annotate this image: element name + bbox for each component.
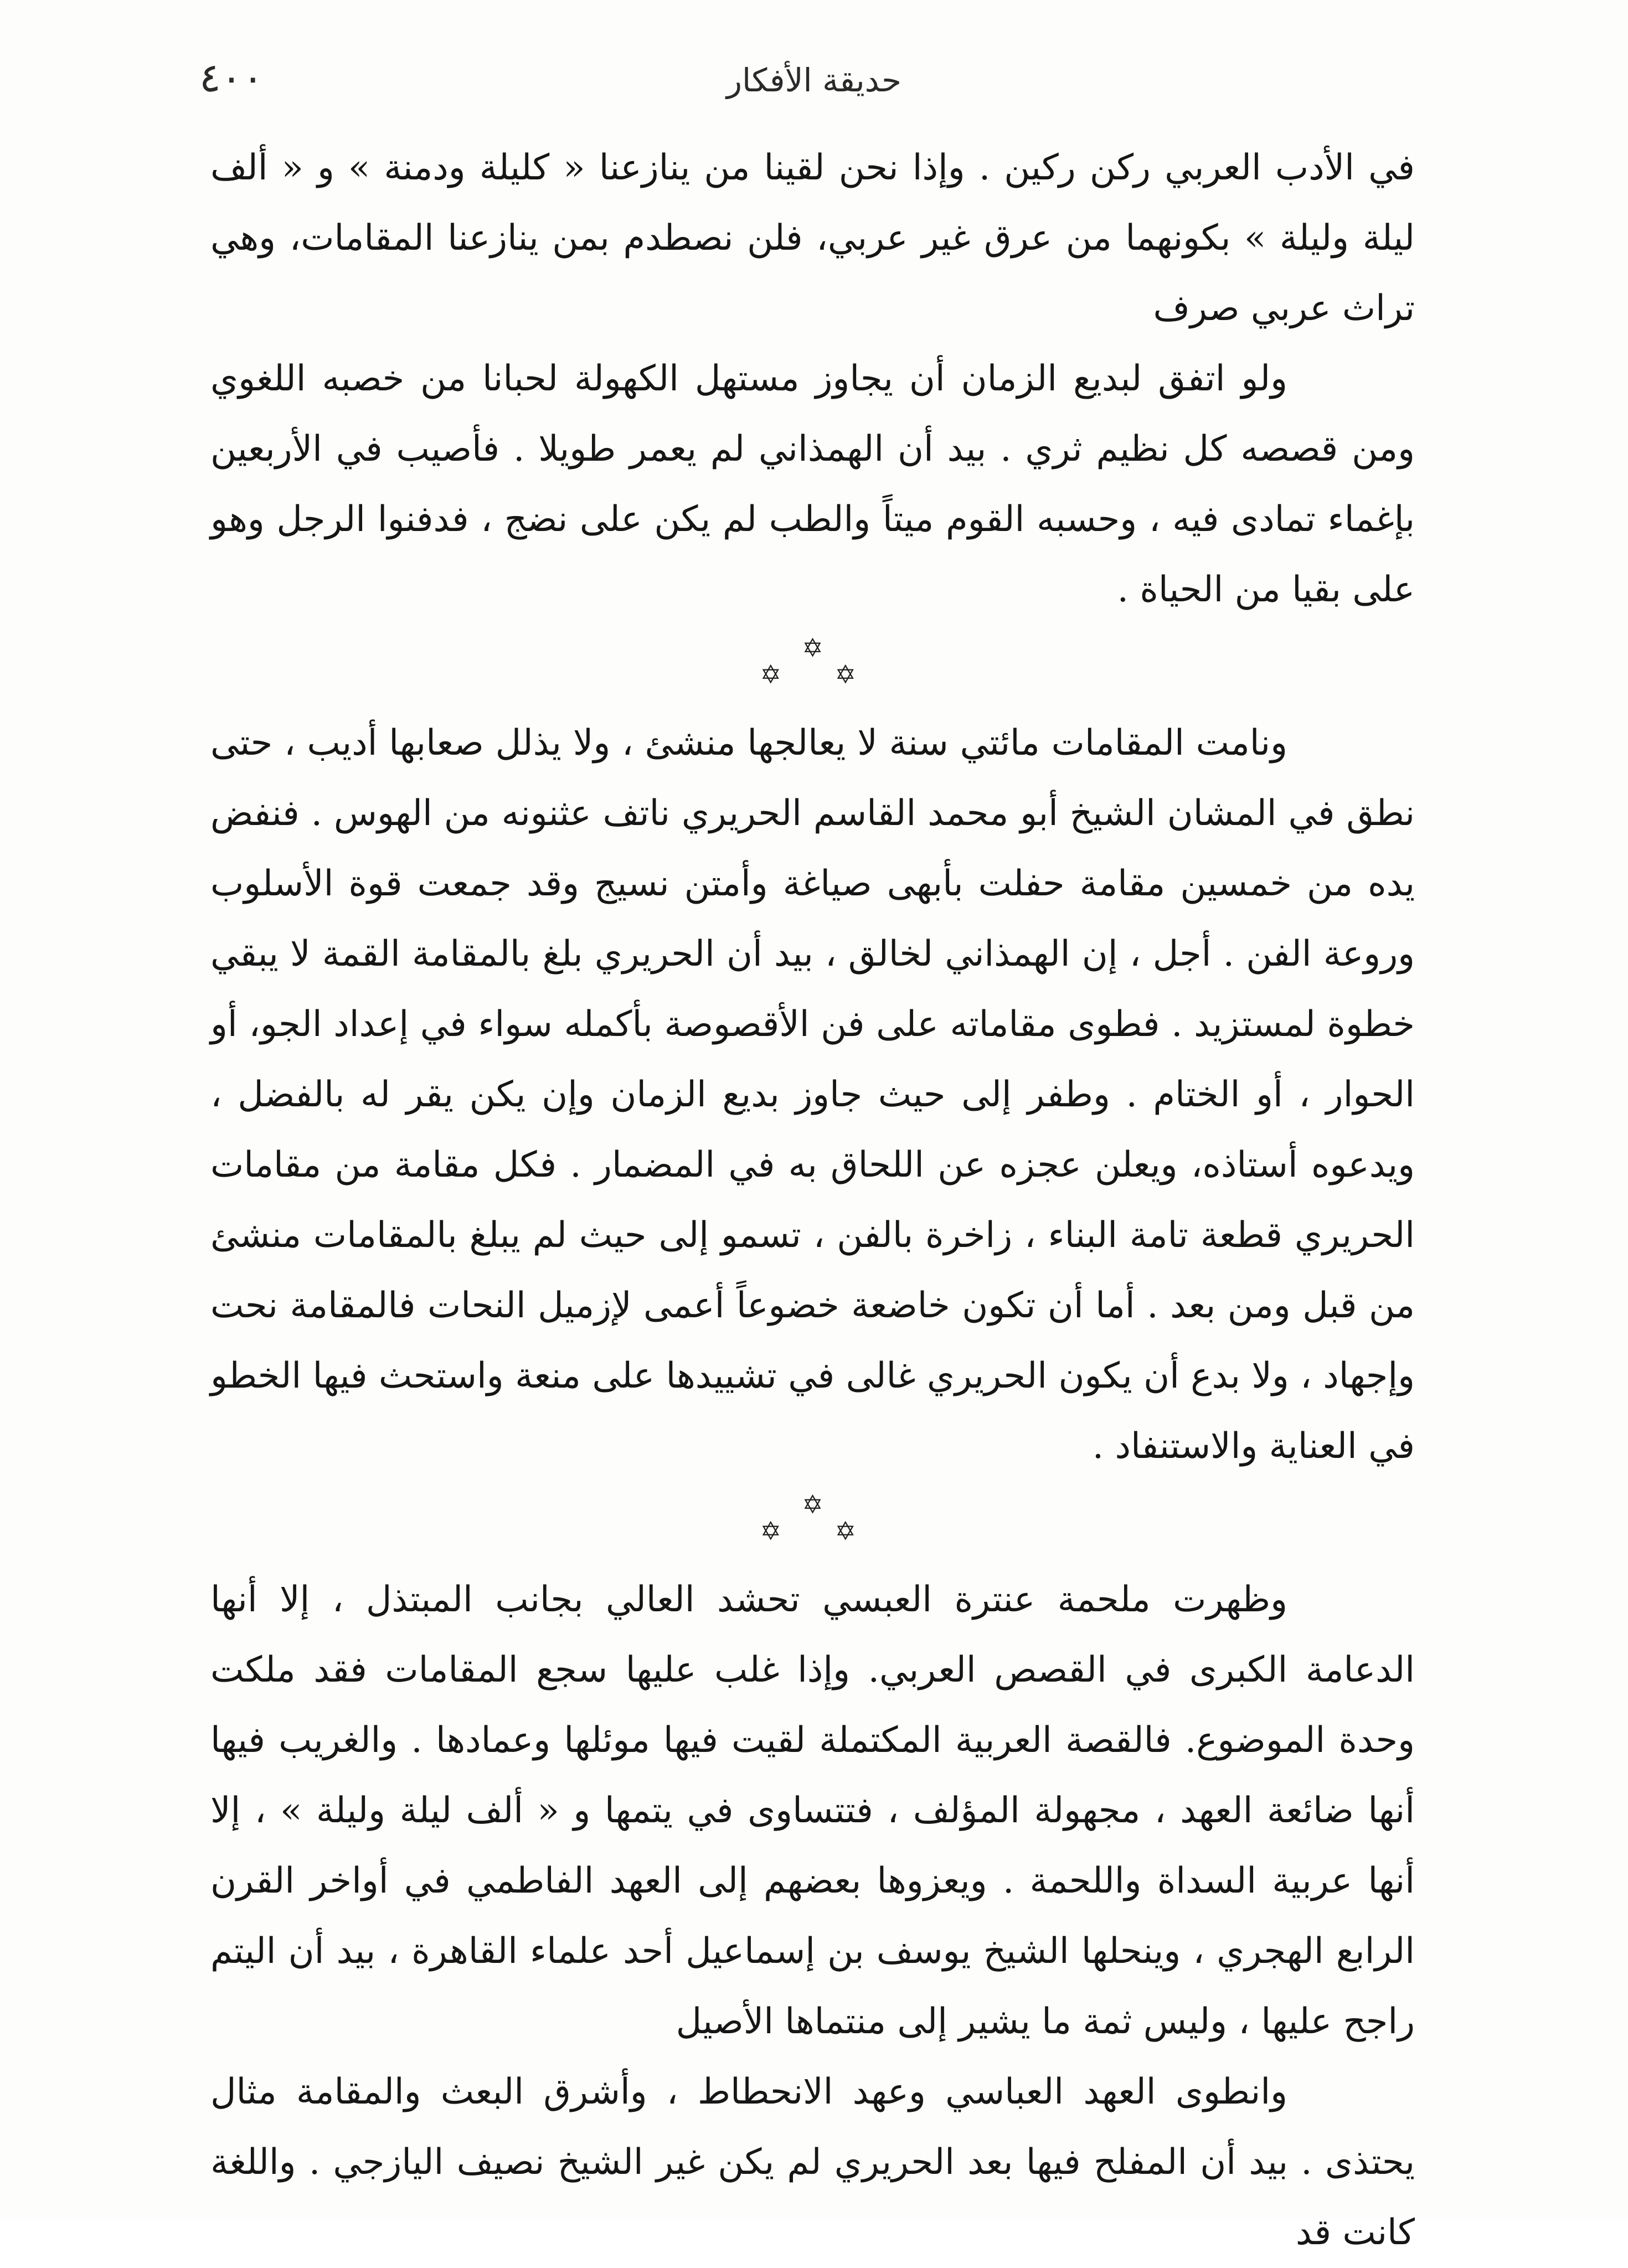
paragraph-4: وظهرت ملحمة عنترة العبسي تحشد العالي بجانب المبتذل ، إلا أنها الدعامة الكبرى في القصص العربي. وإذا غلب عليها سجع المقامات فقد ملكت وحدة الموضوع. فالقصة العربية المكتملة لقيت فيها موئلها وعمادها . والغريب فيها أنها ضائعة العهد ، مجهولة المؤلف ، فتتساوى في يتمها و « ألف ليلة وليلة » ، إلا أنها عربية السداة واللحمة . ويعزوها بعضهم إلى العهد الفاطمي في أواخر القرن الرابع الهجري ، وينحلها الشيخ يوسف بن إسماعيل أحد علماء القاهرة ، بيد أن اليتم راجح عليها ، وليس ثمة ما يشير إلى منتماها الأصيل: [210, 1579, 1415, 2042]
body-text: [210, 133, 1415, 2268]
running-title: حديقة الأفكار: [727, 61, 901, 99]
star-icon: ✡: [760, 659, 782, 689]
star-icon: ✡: [834, 659, 857, 689]
section-separator: [210, 625, 1415, 708]
star-icon: ✡: [802, 633, 823, 663]
paragraph-1: في الأدب العربي ركن ركين . وإذا نحن لقينا من ينازعنا « كليلة ودمنة » و « ألف ليلة وليلة » بكونهما من عرق غير عربي، فلن نصطدم بمن ينازعنا المقامات، وهي تراث عربي صرف: [210, 147, 1415, 329]
section-separator: [210, 1482, 1415, 1565]
paragraph-3: ونامت المقامات مائتي سنة لا يعالجها منشئ ، ولا يذلل صعابها أديب ، حتى نطق في المشان الشيخ أبو محمد القاسم الحريري ناتف عثنونه من الهوس . فنفض يده من خمسين مقامة حفلت بأبهى صياغة وأمتن نسيج وقد جمعت قوة الأسلوب وروعة الفن . أجل ، إن الهمذاني لخالق ، بيد أن الحريري بلغ بالمقامة القمة لا يبقي خطوة لمستزيد . فطوى مقاماته على فن الأقصوصة بأكمله سواء في إعداد الجو، أو الحوار ، أو الختام . وطفر إلى حيث جاوز بديع الزمان وإن يكن يقر له بالفضل ، ويدعوه أستاذه، ويعلن عجزه عن اللحاق به في المضمار . فكل مقامة من مقامات الحريري قطعة تامة البناء ، زاخرة بالفن ، تسمو إلى حيث لم يبلغ بالمقامات منشئ من قبل ومن بعد . أما أن تكون خاضعة خضوعاً أعمى لإزميل النحات فالمقامة نحت وإجهاد ، ولا بدع أن يكون الحريري غالى في تشييدها على منعة واستحث فيها الخطو في العناية والاستنفاد .: [210, 723, 1415, 1467]
page-number: ٤٠٠: [199, 54, 264, 101]
star-icon: ✡: [802, 1489, 823, 1519]
page-header: [199, 53, 1418, 114]
star-icon: ✡: [760, 1516, 782, 1546]
paragraph-5: وانطوى العهد العباسي وعهد الانحطاط ، وأشرق البعث والمقامة مثال يحتذى . بيد أن المفلح فيها بعد الحريري لم يكن غير الشيخ نصيف اليازجي . واللغة كانت قد: [210, 2071, 1415, 2253]
paragraph-2: ولو اتفق لبديع الزمان أن يجاوز مستهل الكهولة لحبانا من خصبه اللغوي ومن قصصه كل نظيم ثري . بيد أن الهمذاني لم يعمر طويلا . فأصيب في الأربعين بإغماء تمادى فيه ، وحسبه القوم ميتاً والطب لم يكن على نضج ، فدفنوا الرجل وهو على بقيا من الحياة .: [210, 358, 1415, 610]
star-icon: ✡: [834, 1516, 857, 1546]
